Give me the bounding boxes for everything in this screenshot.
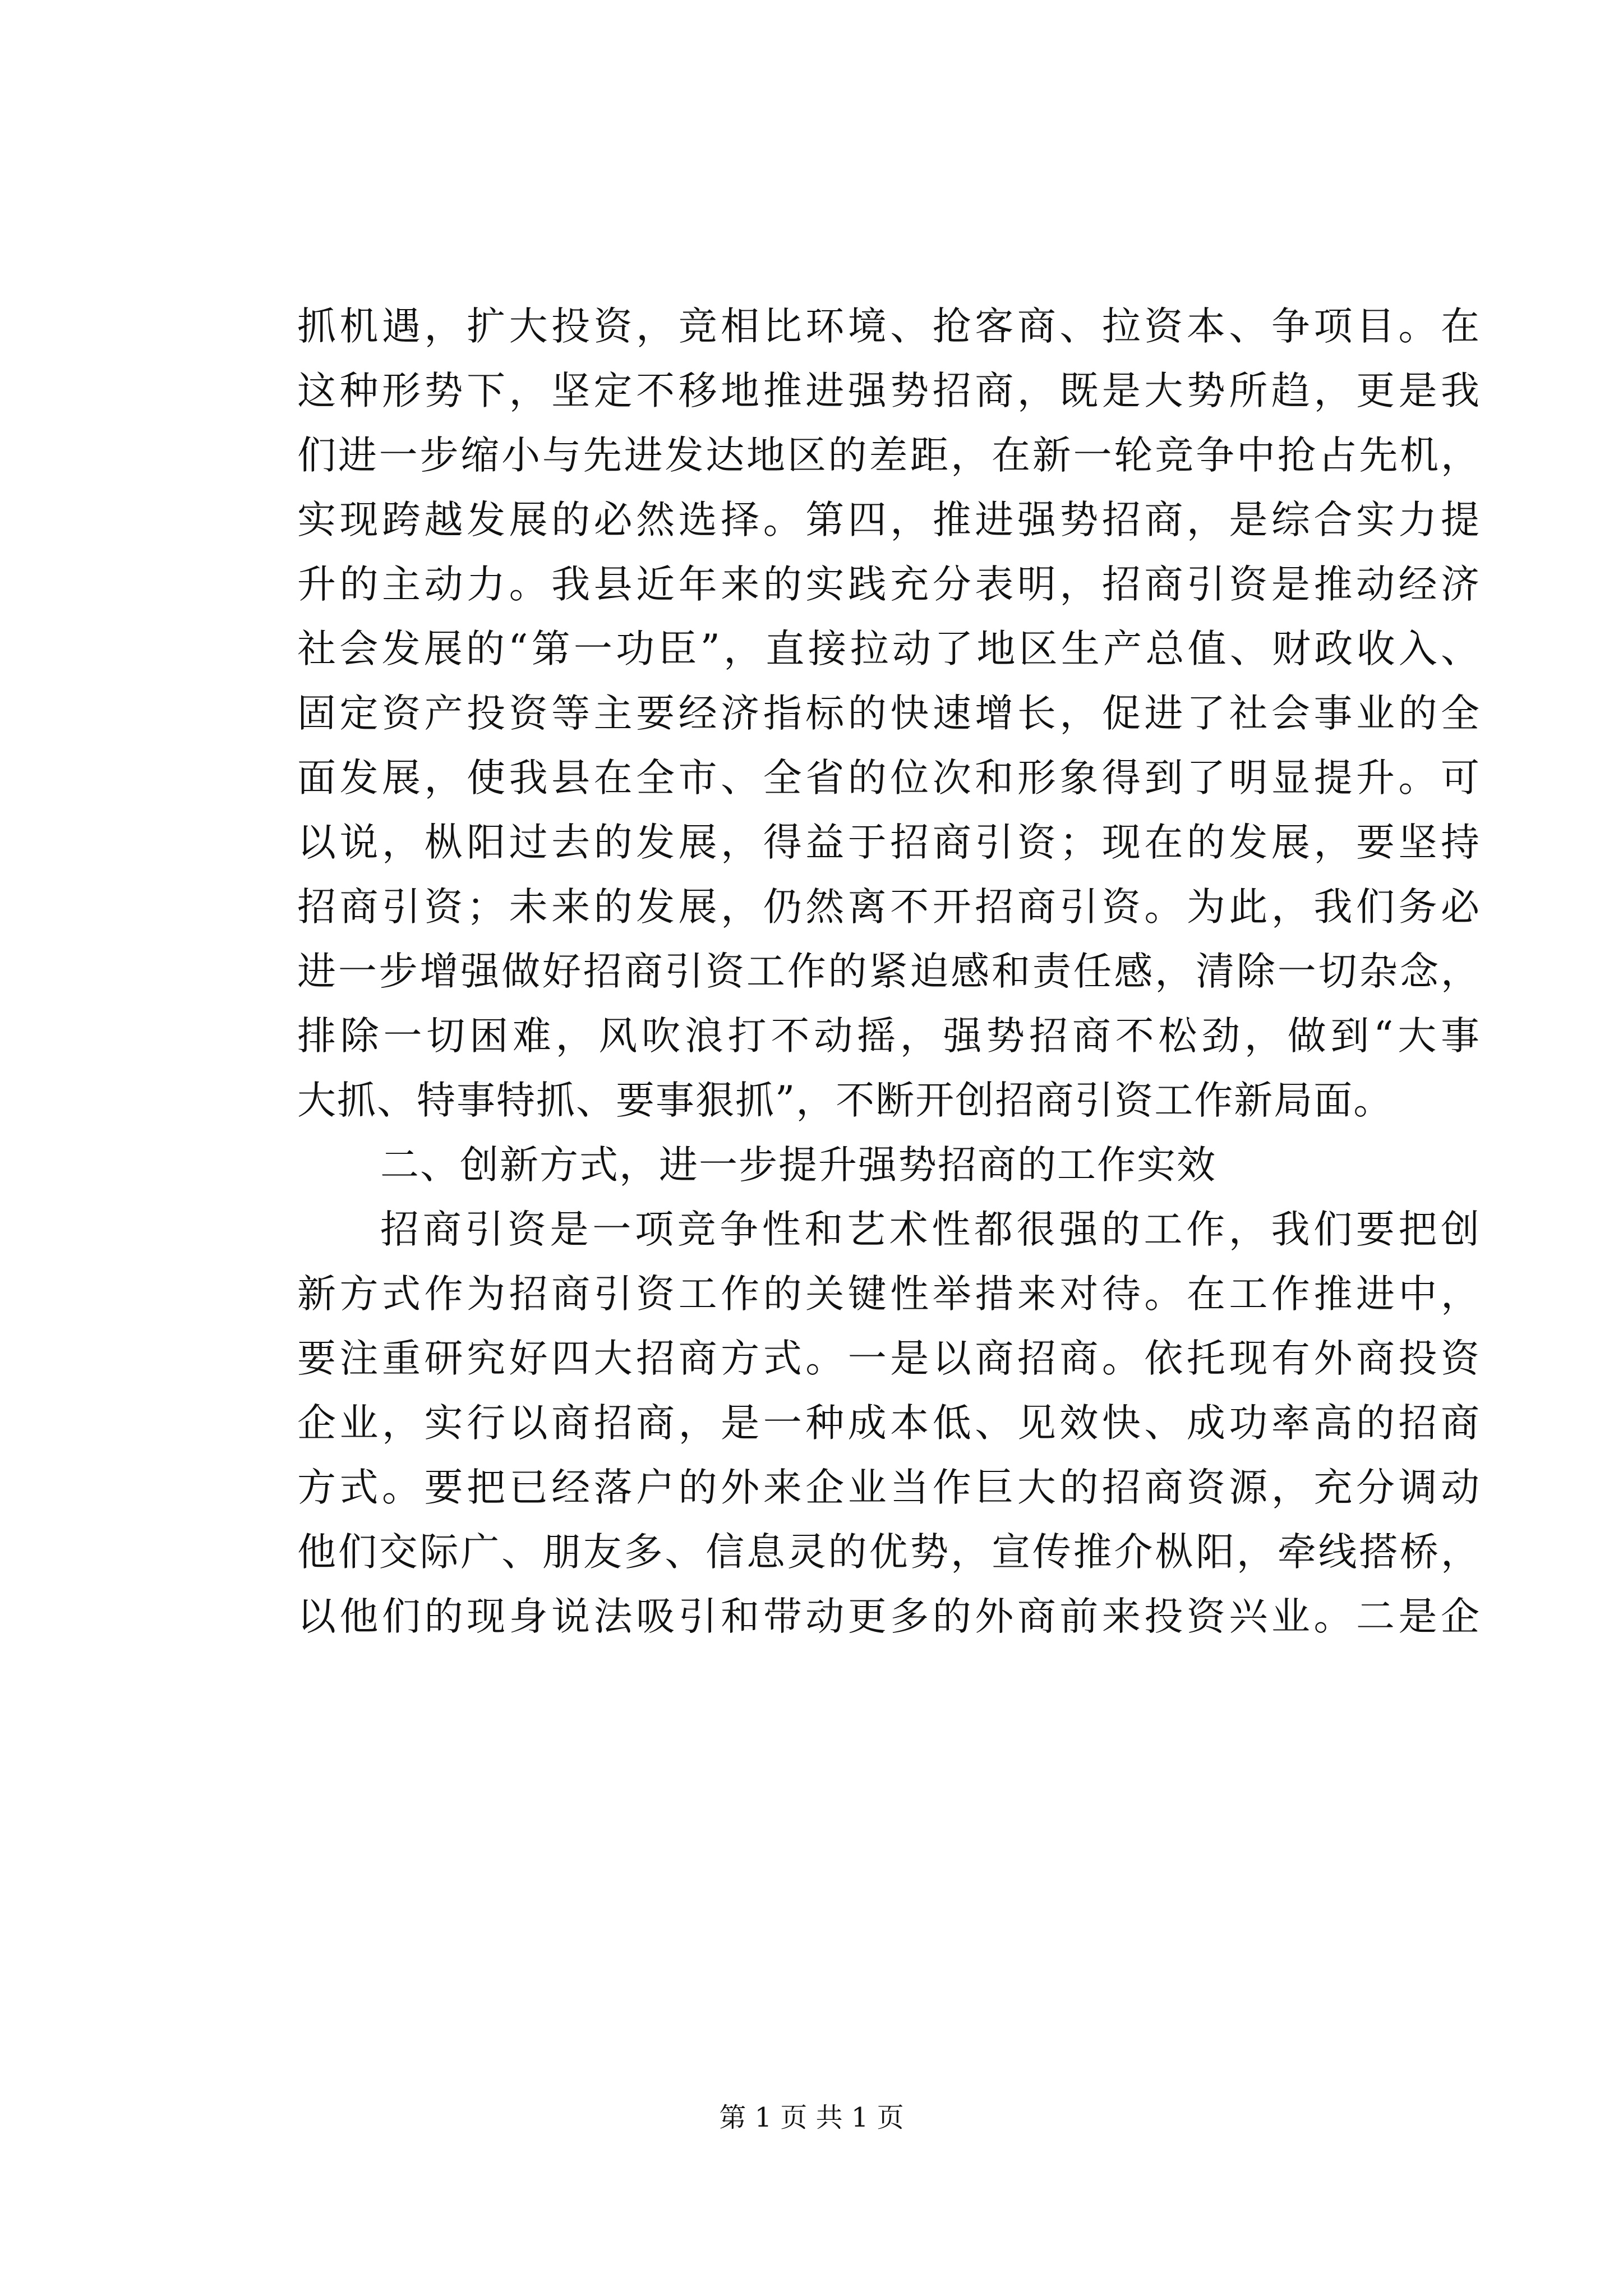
text-line: 进一步增强做好招商引资工作的紧迫感和责任感，清除一切杂念，	[297, 949, 1481, 994]
text-line: 新方式作为招商引资工作的关键性举措来对待。在工作推进中，	[297, 1272, 1481, 1317]
section-heading: 二、创新方式，进一步提升强势招商的工作实效	[380, 1143, 1216, 1188]
paragraph-first-line: 招商引资是一项竞争性和艺术性都很强的工作，我们要把创	[380, 1207, 1481, 1252]
text-line: 实现跨越发展的必然选择。第四，推进强势招商，是综合实力提	[297, 498, 1481, 542]
text-line: 抓机遇，扩大投资，竞相比环境、抢客商、拉资本、争项目。在	[297, 304, 1481, 349]
text-line: 以他们的现身说法吸引和带动更多的外商前来投资兴业。二是企	[297, 1594, 1481, 1639]
paragraph-last-line: 大抓、特事特抓、要事狠抓”，不断开创招商引资工作新局面。	[297, 1078, 1394, 1123]
page-footer: 第 1 页 共 1 页	[719, 2102, 904, 2133]
text-line: 以说，枞阳过去的发展，得益于招商引资；现在的发展，要坚持	[297, 820, 1481, 865]
text-line: 升的主动力。我县近年来的实践充分表明，招商引资是推动经济	[297, 562, 1481, 607]
text-line: 企业，实行以商招商，是一种成本低、见效快、成功率高的招商	[297, 1401, 1481, 1446]
text-line: 他们交际广、朋友多、信息灵的优势，宣传推介枞阳，牵线搭桥，	[297, 1530, 1481, 1575]
text-line: 这种形势下，坚定不移地推进强势招商，既是大势所趋，更是我	[297, 369, 1481, 413]
document-body	[297, 295, 1481, 1649]
text-line: 固定资产投资等主要经济指标的快速增长，促进了社会事业的全	[297, 691, 1481, 736]
text-line: 面发展，使我县在全市、全省的位次和形象得到了明显提升。可	[297, 756, 1481, 800]
text-line: 们进一步缩小与先进发达地区的差距，在新一轮竞争中抢占先机，	[297, 433, 1481, 478]
text-line: 要注重研究好四大招商方式。一是以商招商。依托现有外商投资	[297, 1336, 1481, 1381]
text-line: 社会发展的“第一功臣”，直接拉动了地区生产总值、财政收入、	[297, 627, 1481, 671]
text-line: 招商引资；未来的发展，仍然离不开招商引资。为此，我们务必	[297, 885, 1481, 930]
text-line: 方式。要把已经落户的外来企业当作巨大的招商资源，充分调动	[297, 1465, 1481, 1510]
text-line: 排除一切困难，风吹浪打不动摇，强势招商不松劲，做到“大事	[297, 1014, 1481, 1059]
